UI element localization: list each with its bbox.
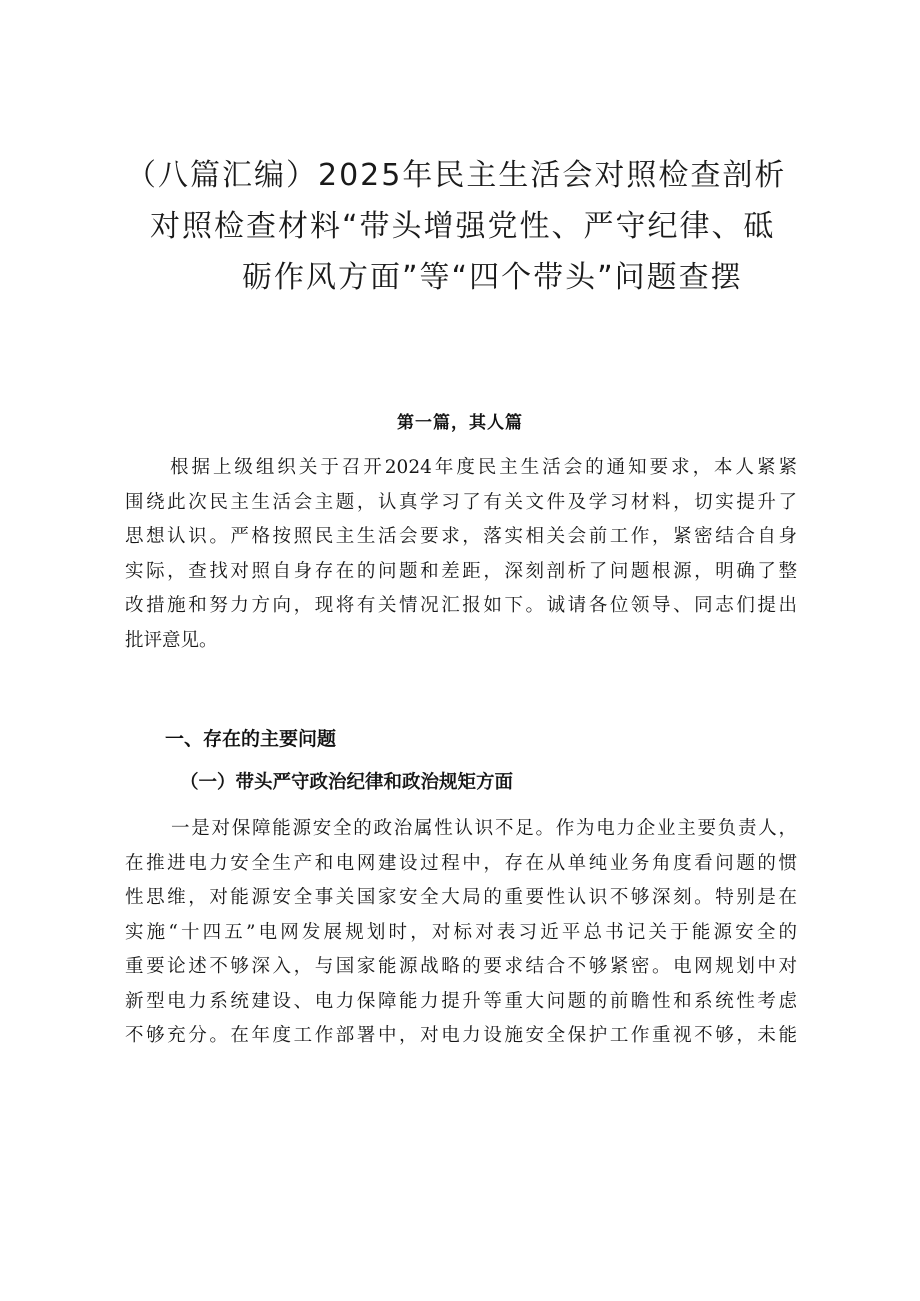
document-title — [120, 150, 810, 303]
title-line: 对照检查材料“带头增强党性、严守纪律、砥 — [150, 209, 776, 244]
paragraph-line: 围绕此次民主生活会主题，认真学习了有关文件及学习材料，切实提升了 — [125, 491, 797, 513]
chapter-subtitle: 第一篇，其人篇 — [397, 413, 523, 433]
paragraph-line: 新型电力系统建设、电力保障能力提升等重大问题的前瞻性和系统性考虑 — [125, 990, 797, 1012]
intro-paragraph — [125, 451, 797, 658]
paragraph-line: 批评意见。 — [125, 629, 218, 651]
paragraph-line: 根据上级组织关于召开2024年度民主生活会的通知要求，本人紧紧 — [170, 457, 797, 478]
body-paragraph — [125, 812, 797, 1054]
paragraph-line: 在推进电力安全生产和电网建设过程中，存在从单纯业务角度看问题的惯 — [125, 852, 797, 874]
paragraph-line: 实际，查找对照自身存在的问题和差距，深刻剖析了问题根源，明确了整 — [125, 560, 797, 582]
subsection-heading: （一）带头严守政治纪律和政治规矩方面 — [180, 772, 514, 793]
paragraph-line: 改措施和努力方向，现将有关情况汇报如下。诚请各位领导、同志们提出 — [125, 595, 797, 616]
paragraph-line: 实施“十四五”电网发展规划时，对标对表习近平总书记关于能源安全的 — [125, 921, 797, 943]
paragraph-line: 思想认识。严格按照民主生活会要求，落实相关会前工作，紧密结合自身 — [125, 526, 797, 547]
paragraph-line: 性思维，对能源安全事关国家安全大局的重要性认识不够深刻。特别是在 — [125, 887, 797, 908]
paragraph-line: 重要论述不够深入，与国家能源战略的要求结合不够紧密。电网规划中对 — [125, 956, 797, 977]
section-heading: 一、存在的主要问题 — [165, 728, 337, 750]
paragraph-line: 一是对保障能源安全的政治属性认识不足。作为电力企业主要负责人， — [171, 818, 797, 839]
title-line: 砺作风方面”等“四个带头”问题查摆 — [242, 260, 743, 295]
paragraph-line: 不够充分。在年度工作部署中，对电力设施安全保护工作重视不够，未能 — [125, 1025, 797, 1046]
title-line: （八篇汇编）2025年民主生活会对照检查剖析 — [126, 158, 787, 193]
